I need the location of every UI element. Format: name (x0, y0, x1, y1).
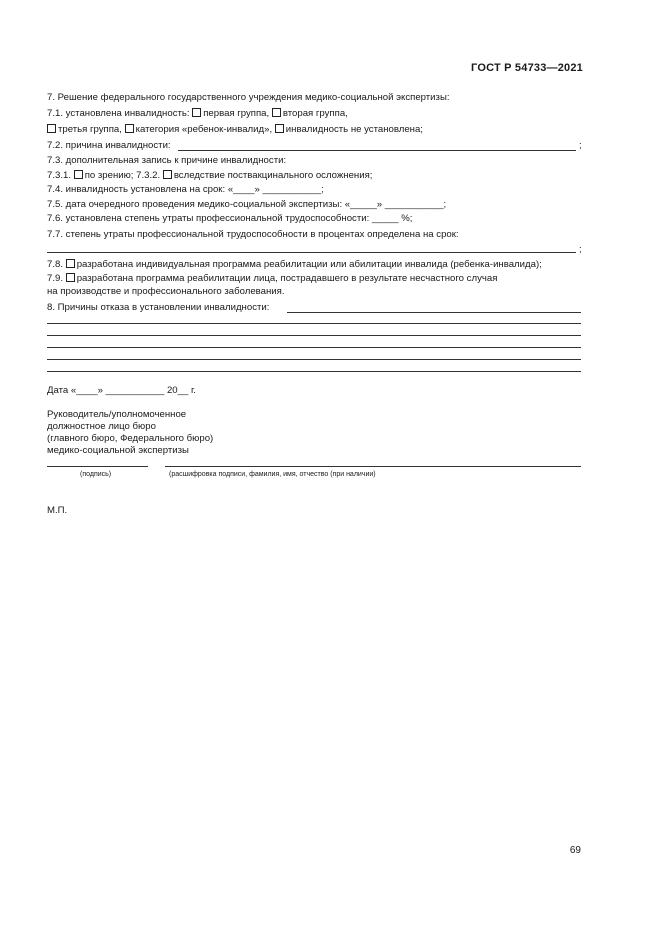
option-ipra: разработана индивидуальная программа реабилитации или абилитации инвалида (ребенка-инвалида); (76, 259, 542, 270)
signatory-role-1: Руководитель/уполномоченное (47, 409, 187, 420)
checkbox-prp[interactable] (66, 273, 75, 282)
option-vaccine: вследствие поствакцинального осложнения; (173, 170, 373, 181)
item-7-5: 7.5. дата очередного проведения медико-социальной экспертизы: «_____» ___________; (47, 199, 447, 210)
item-7-3: 7.3. дополнительная запись к причине инвалидности: (47, 155, 287, 166)
option-group2: вторая группа, (282, 108, 348, 119)
signature-decode-caption: (расшифровка подписи, фамилия, имя, отчество (при наличии) (169, 471, 376, 478)
checkbox-vaccine[interactable] (163, 170, 172, 179)
item-7-9-cont: на производстве и профессионального заболевания. (47, 286, 285, 297)
item-7-8 (47, 259, 542, 271)
checkbox-ipra[interactable] (66, 259, 75, 268)
signatory-role-4: медико-социальной экспертизы (47, 445, 189, 456)
item-7-1 (47, 108, 348, 120)
item-7-8-label: 7.8. (47, 259, 64, 270)
semicolon-7-7: ; (579, 244, 582, 255)
refusal-line-5[interactable] (47, 359, 581, 360)
refusal-line-6[interactable] (47, 371, 581, 372)
refusal-line-4[interactable] (47, 347, 581, 348)
cause-field-line[interactable] (178, 150, 576, 151)
signature-line[interactable] (47, 466, 148, 467)
checkbox-vision[interactable] (74, 170, 83, 179)
signature-caption: (подпись) (80, 471, 112, 478)
checkbox-child[interactable] (125, 124, 134, 133)
checkbox-group3[interactable] (47, 124, 56, 133)
refusal-line-1[interactable] (287, 312, 581, 313)
checkbox-none[interactable] (275, 124, 284, 133)
option-group3: третья группа, (58, 124, 122, 135)
item-7-6: 7.6. установлена степень утраты профессиональной трудоспособности: _____ %; (47, 213, 413, 224)
option-prp: разработана программа реабилитации лица, пострадавшего в результате несчастного случая (76, 273, 498, 284)
section8-title: 8. Причины отказа в установлении инвалидности: (47, 302, 270, 313)
signature-decode-line[interactable] (165, 466, 581, 467)
checkbox-group1[interactable] (192, 108, 201, 117)
signatory-role-2: должностное лицо бюро (47, 421, 156, 432)
item-7-4: 7.4. инвалидность установлена на срок: «____» ___________; (47, 184, 324, 195)
refusal-line-2[interactable] (47, 323, 581, 324)
option-none: инвалидность не установлена; (285, 124, 423, 135)
item-7-2-label: 7.2. причина инвалидности: (47, 140, 171, 151)
section7-title: 7. Решение федерального государственного учреждения медико-социальной экспертизы: (47, 92, 450, 103)
refusal-line-3[interactable] (47, 335, 581, 336)
item-7-3-1-label: 7.3.1. (47, 170, 72, 181)
stamp-place: М.П. (47, 505, 68, 516)
option-child: категория «ребенок-инвалид», (135, 124, 273, 135)
item-7-1-label: 7.1. установлена инвалидность: (47, 108, 190, 119)
option-vision: по зрению; 7.3.2. (84, 170, 161, 181)
term-field-line[interactable] (47, 252, 576, 253)
checkbox-group2[interactable] (272, 108, 281, 117)
date-line: Дата «____» ___________ 20__ г. (47, 385, 196, 396)
item-7-3-1 (47, 170, 372, 182)
signatory-role-3: (главного бюро, Федерального бюро) (47, 433, 214, 444)
option-group1: первая группа, (203, 108, 270, 119)
page-number: 69 (569, 845, 581, 856)
document-header: ГОСТ Р 54733—2021 (471, 62, 583, 74)
item-7-7: 7.7. степень утраты профессиональной трудоспособности в процентах определена на срок: (47, 229, 459, 240)
item-7-9 (47, 273, 497, 285)
item-7-9-label: 7.9. (47, 273, 64, 284)
item-7-1-cont (47, 124, 423, 136)
semicolon-7-2: ; (579, 140, 582, 151)
